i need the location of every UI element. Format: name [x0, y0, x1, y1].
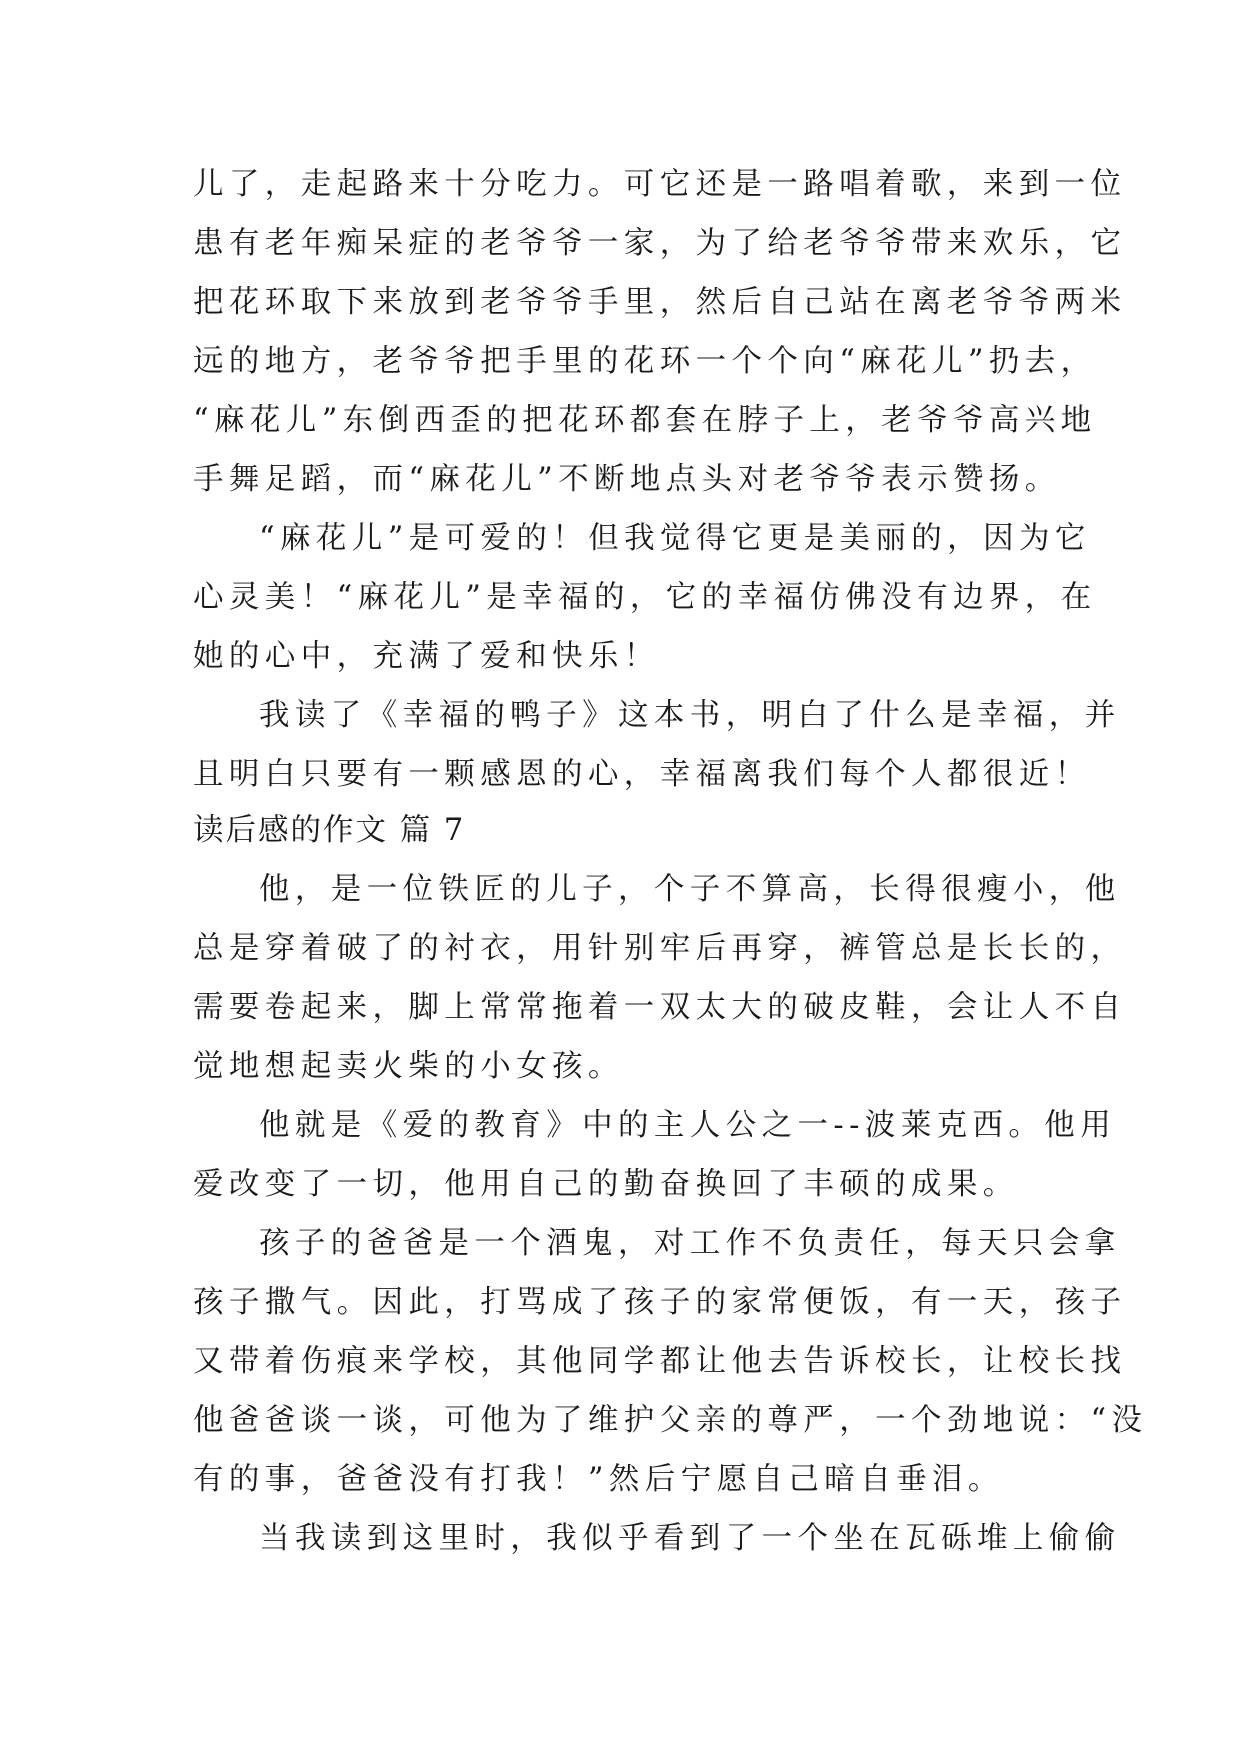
section-heading: 读后感的作文 篇 7 — [193, 813, 466, 848]
text-line: 远的地方，老爷爷把手里的花环一个个向“麻花儿”扔去， — [193, 344, 1097, 379]
text-line: 他就是《爱的教育》中的主人公之一--波莱克西。他用 — [259, 1108, 1117, 1143]
text-line: 儿了，走起路来十分吃力。可它还是一路唱着歌，来到一位 — [193, 167, 1127, 202]
text-line: 孩子撒气。因此，打骂成了孩子的家常便饭，有一天，孩子 — [193, 1285, 1127, 1320]
text-line: 患有老年痴呆症的老爷爷一家，为了给老爷爷带来欢乐，它 — [193, 226, 1127, 261]
text-line: “麻花儿”东倒西歪的把花环都套在脖子上，老爷爷高兴地 — [193, 403, 1097, 438]
text-line: 且明白只要有一颗感恩的心，幸福离我们每个人都很近！ — [193, 757, 1091, 792]
text-line: 我读了《幸福的鸭子》这本书，明白了什么是幸福，并 — [259, 698, 1121, 733]
text-line: 手舞足蹈，而“麻花儿”不断地点头对老爷爷表示赞扬。 — [193, 462, 1061, 497]
text-line: 她的心中，充满了爱和快乐！ — [193, 639, 660, 674]
text-line: 当我读到这里时，我似乎看到了一个坐在瓦砾堆上偷偷 — [259, 1521, 1121, 1556]
text-line: 觉地想起卖火柴的小女孩。 — [193, 1049, 624, 1084]
text-line: 又带着伤痕来学校，其他同学都让他去告诉校长，让校长找 — [193, 1344, 1127, 1379]
text-line: 他爸爸谈一谈，可他为了维护父亲的尊严，一个劲地说：“没 — [193, 1403, 1148, 1438]
text-line: 孩子的爸爸是一个酒鬼，对工作不负责任，每天只会拿 — [259, 1226, 1121, 1261]
text-line: 他，是一位铁匠的儿子，个子不算高，长得很瘦小，他 — [259, 872, 1121, 907]
text-line: 有的事，爸爸没有打我！”然后宁愿自己暗自垂泪。 — [193, 1462, 1004, 1497]
text-line: 爱改变了一切，他用自己的勤奋换回了丰硕的成果。 — [193, 1167, 1019, 1202]
text-line: “麻花儿”是可爱的！但我觉得它更是美丽的，因为它 — [259, 521, 1091, 556]
text-line: 把花环取下来放到老爷爷手里，然后自己站在离老爷爷两米 — [193, 285, 1127, 320]
text-line: 心灵美！“麻花儿”是幸福的，它的幸福仿佛没有边界，在 — [193, 580, 1097, 615]
text-line: 总是穿着破了的衬衣，用针别牢后再穿，裤管总是长长的， — [193, 931, 1127, 966]
text-line: 需要卷起来，脚上常常拖着一双太大的破皮鞋，会让人不自 — [193, 990, 1127, 1025]
